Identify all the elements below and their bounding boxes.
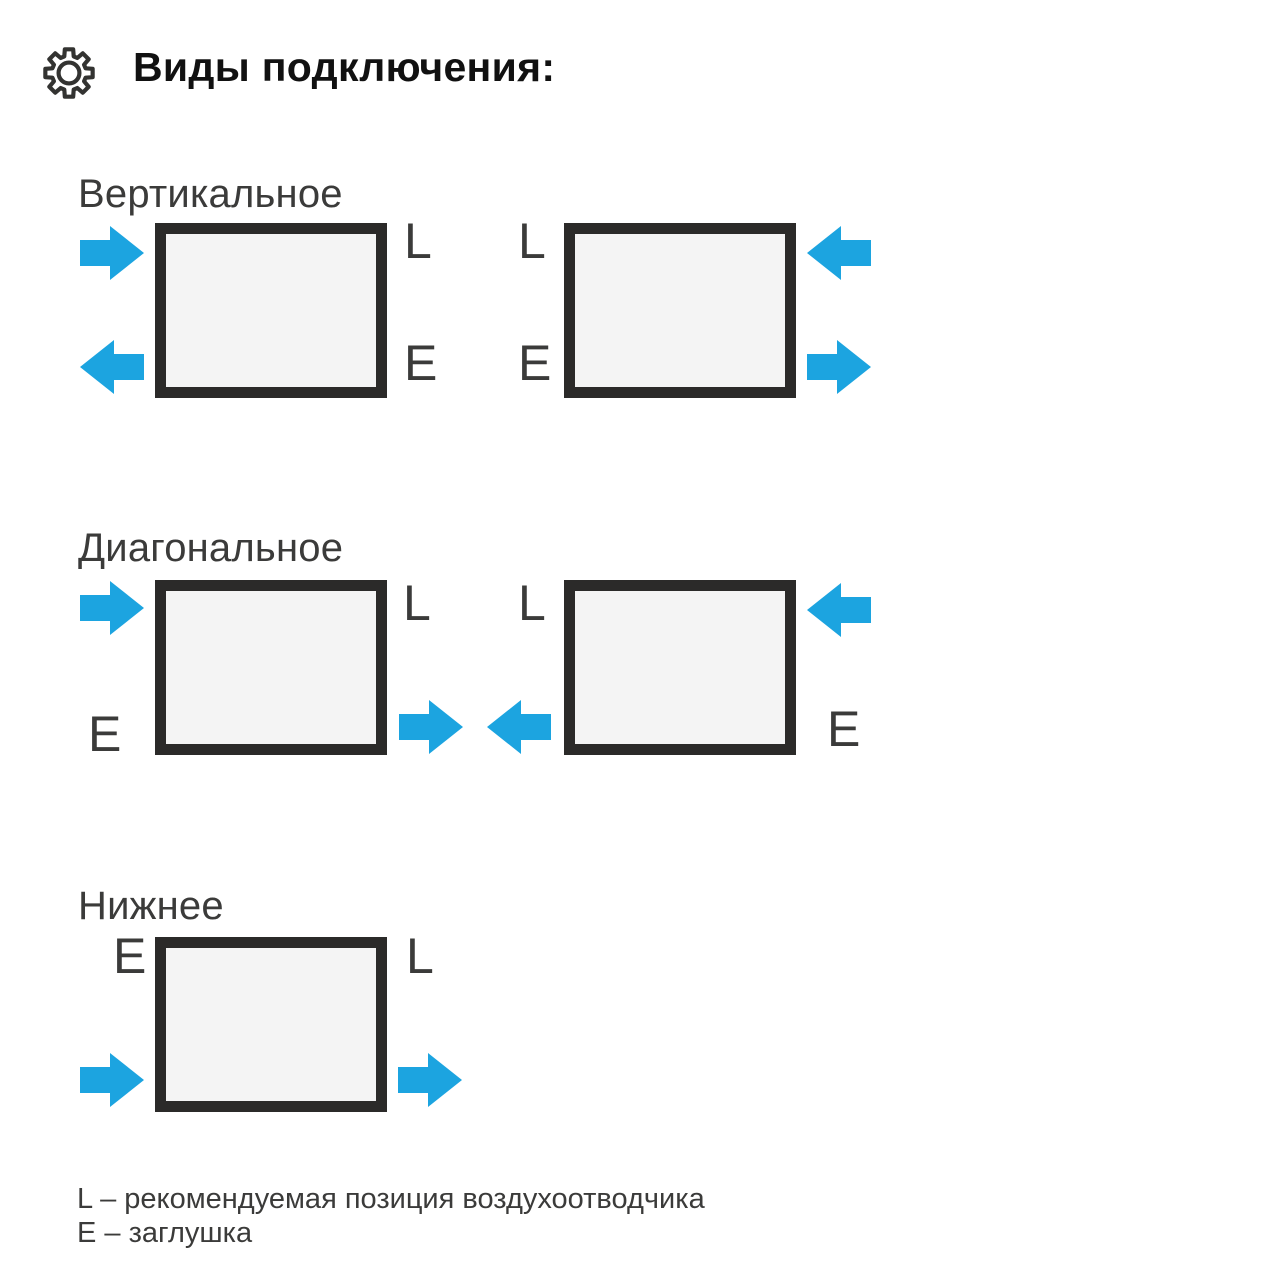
plug-label: E: [88, 706, 122, 762]
air-vent-label: L: [403, 575, 431, 631]
flow-out-arrow-icon: [399, 700, 463, 754]
gear-icon: [40, 44, 98, 102]
flow-out-arrow-icon: [80, 340, 144, 394]
plug-label: E: [518, 335, 552, 391]
air-vent-label: L: [406, 928, 434, 984]
legend: [77, 1182, 705, 1250]
section-title-diagonal: Диагональное: [78, 526, 344, 570]
plug-label: E: [827, 701, 861, 757]
flow-out-arrow-icon: [398, 1053, 462, 1107]
radiator-box: [155, 223, 387, 398]
flow-in-arrow-icon: [80, 581, 144, 635]
flow-in-arrow-icon: [80, 1053, 144, 1107]
section-title-vertical: Вертикальное: [78, 172, 343, 216]
legend-air-vent: L – рекомендуемая позиция воздухоотводчика: [77, 1183, 705, 1215]
flow-out-arrow-icon: [807, 340, 871, 394]
radiator-box: [155, 580, 387, 755]
air-vent-label: L: [518, 575, 546, 631]
air-vent-label: L: [404, 213, 432, 269]
plug-label: E: [113, 928, 147, 984]
flow-in-arrow-icon: [807, 583, 871, 637]
section-title-bottom: Нижнее: [78, 884, 224, 928]
flow-in-arrow-icon: [807, 226, 871, 280]
radiator-box: [564, 580, 796, 755]
legend-plug: E – заглушка: [77, 1217, 253, 1249]
flow-out-arrow-icon: [487, 700, 551, 754]
plug-label: E: [404, 335, 438, 391]
page-title: Виды подключения:: [133, 44, 556, 90]
air-vent-label: L: [518, 213, 546, 269]
flow-in-arrow-icon: [80, 226, 144, 280]
radiator-box: [564, 223, 796, 398]
radiator-box: [155, 937, 387, 1112]
